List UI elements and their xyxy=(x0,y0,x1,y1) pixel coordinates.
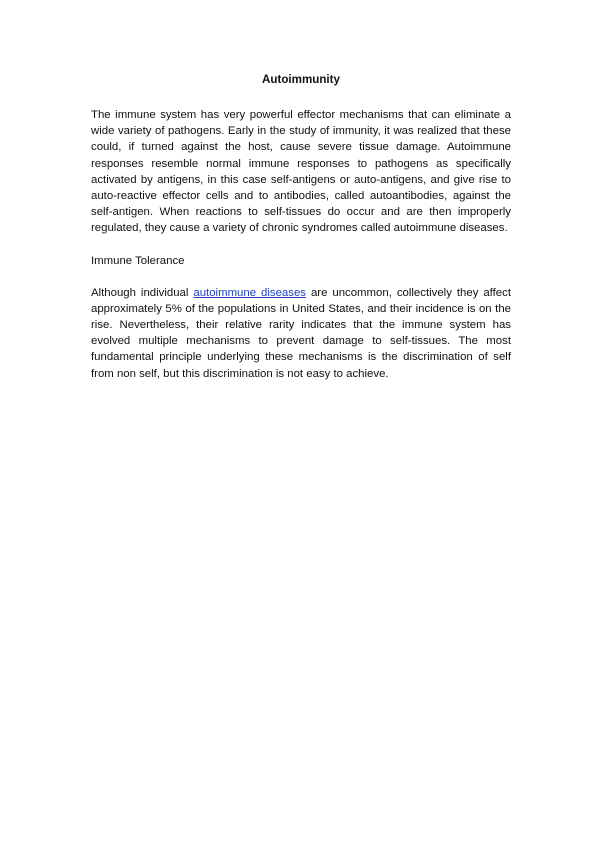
tolerance-paragraph xyxy=(91,285,511,382)
intro-paragraph: The immune system has very powerful effector mechanisms that can eliminate a wide variety of pathogens. Early in the study of immunity, it was realized that these could, if turned against the host, cause severe tissue damage. Autoimmune responses resemble normal immune responses to pathogens as specifically activated by antigens, in this case self-antigens or auto-antigens, and give rise to auto-reactive effector cells and to antibodies, called autoantibodies, against the self-antigen. When reactions to self-tissues do occur and are then improperly regulated, they cause a variety of chronic syndromes called autoimmune diseases. xyxy=(91,109,511,235)
paragraph-text-before-link: Although individual xyxy=(91,286,194,299)
document-title: Autoimmunity xyxy=(262,73,340,86)
autoimmune-diseases-link[interactable]: autoimmune diseases xyxy=(193,286,306,299)
section-heading: Immune Tolerance xyxy=(91,254,185,267)
document-body xyxy=(91,72,511,382)
paragraph-text-after-link: are uncommon, collectively they affect approximately 5% of the populations in United States, and their incidence is on the rise. Nevertheless, their relative rarity indicates that the immune system has evolved multiple mechanisms to prevent damage to self-tissues. The most fundamental principle underlying these mechanisms is the discrimination of self from non self, but this discrimination is not easy to achieve. xyxy=(91,286,511,380)
